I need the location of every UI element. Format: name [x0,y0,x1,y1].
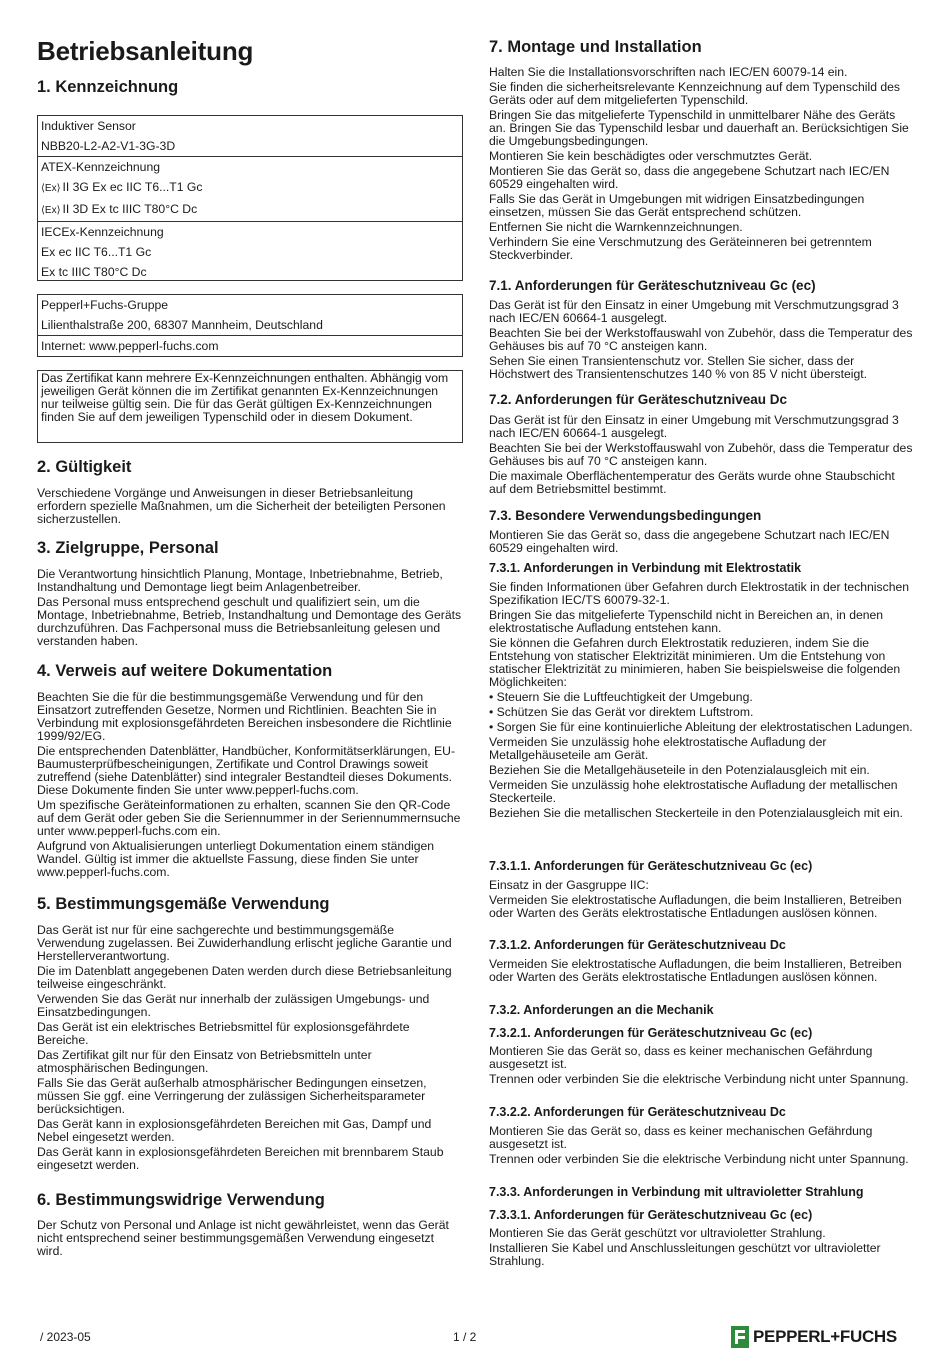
section-7-1-body [489,299,914,383]
marking-line: Ex ec IIC T6...T1 Gc [41,245,152,259]
paragraph: Bringen Sie das mitgelieferte Typenschild nicht in Bereichen an, in denen elektrostatische Aufladung entstehen kann. [489,608,884,635]
paragraph: Vermeiden Sie elektrostatische Aufladungen, die beim Installieren, Betreiben oder Warten des Geräts elektrostatische Entladungen auslösen können. [489,893,902,920]
section-7-body [489,66,914,264]
section-7-1-heading: 7.1. Anforderungen für Geräteschutzniveau Gc (ec) [489,278,816,293]
paragraph: Sehen Sie einen Transientenschutz vor. Stellen Sie sicher, dass der Höchstwert des Transientenschutzes 140 % von 85 V nicht übersteigt. [489,354,868,381]
paragraph: Das Gerät ist nur für eine sachgerechte und bestimmungsgemäße Verwendung zugelassen. Bei Zuwiderhandlung erlischt jegliche Garantie und Herstellerverantwortung. [37,923,452,963]
atex-gas-line: ⟨Ex⟩ II 3G Ex ec IIC T6...T1 Gc [38,177,462,199]
paragraph: Bringen Sie das mitgelieferte Typenschild in unmittelbarer Nähe des Geräts an. Bringen Sie das Typenschild lesbar und dauerhaft an. Berücksichtigen Sie die Umgebungsbedingungen. [489,108,909,148]
paragraph: Beziehen Sie die metallischen Steckerteile in den Potenzialausgleich mit ein. [489,806,903,820]
paragraph: Beziehen Sie die Metallgehäuseteile in den Potenzialausgleich mit ein. [489,763,870,777]
section-1-heading: 1. Kennzeichnung [37,78,179,96]
bullet-item: • Sorgen Sie für eine kontinuierliche Ableitung der elektrostatischen Ladungen. [489,720,913,734]
paragraph: Die Verantwortung hinsichtlich Planung, Montage, Inbetriebnahme, Betrieb, Instandhaltung und Demontage liegt beim Anlagenbetreiber. [37,567,443,594]
paragraph: Aufgrund von Aktualisierungen unterliegt Dokumentation einem ständigen Wandel. Gültig ist immer die aktuellste Fassung, diese finden Sie unter www.pepperl-fuchs.com. [37,839,435,879]
paragraph: Montieren Sie das Gerät geschützt vor ultravioletter Strahlung. [489,1226,826,1240]
section-2-body [37,487,463,528]
section-7-3-1-2-body [489,958,914,986]
paragraph: Sie finden die sicherheitsrelevante Kennzeichnung auf dem Typenschild des Geräts oder auf dem mitgelieferten Typenschild. [489,80,901,107]
section-7-3-1-1-heading: 7.3.1.1. Anforderungen für Geräteschutzniveau Gc (ec) [489,859,813,873]
page-title: Betriebsanleitung [37,36,254,66]
section-7-3-body [489,529,914,557]
marking-line: ATEX-Kennzeichnung [38,156,462,177]
marking-line: Ex tc IIIC T80°C Dc [41,265,147,279]
section-3-heading: 3. Zielgruppe, Personal [37,539,219,557]
paragraph: Einsatz in der Gasgruppe IIC: [489,878,649,892]
paragraph: Vermeiden Sie unzulässig hohe elektrostatische Aufladung der metallischen Steckerteile. [489,778,898,805]
section-4-heading: 4. Verweis auf weitere Dokumentation [37,662,333,680]
paragraph: Das Gerät kann in explosionsgefährdeten Bereichen mit Gas, Dampf und Nebel eingesetzt werden. [37,1117,432,1144]
marking-box [37,115,463,281]
bullet-item: • Steuern Sie die Luftfeuchtigkeit der Umgebung. [489,690,753,704]
section-7-3-2-2-body [489,1125,914,1168]
paragraph: Trennen oder verbinden Sie die elektrische Verbindung nicht unter Spannung. [489,1152,909,1166]
paragraph: Falls Sie das Gerät in Umgebungen mit widrigen Einsatzbedingungen einsetzen, müssen Sie das Gerät entsprechend schützen. [489,192,865,219]
paragraph: Beachten Sie bei der Werkstoffauswahl von Zubehör, dass die Temperatur des Gehäuses bis auf 70 °C ansteigen kann. [489,441,913,468]
section-7-3-1-1-body [489,879,914,922]
paragraph: Verhindern Sie eine Verschmutzung des Geräteinneren bei getrenntem Steckverbinder. [489,235,872,262]
paragraph: Entfernen Sie nicht die Warnkennzeichnungen. [489,220,743,234]
paragraph: Vermeiden Sie elektrostatische Aufladungen, die beim Installieren, Betreiben oder Warten des Geräts elektrostatische Entladungen auslösen können. [489,957,902,984]
certificate-note: Das Zertifikat kann mehrere Ex-Kennzeichnungen enthalten. Abhängig vom jeweiligen Gerät können die im Zertifikat genannten Ex-Kennzeichnungen nur teilweise gültig sein. Die für das Gerät gültigen Ex-Kennzeichnungen finden Sie auf dem jeweiligen Typenschild oder in diesem Dokument. [37,370,463,443]
section-6-body [37,1219,463,1260]
paragraph: Beachten Sie bei der Werkstoffauswahl von Zubehör, dass die Temperatur des Gehäuses bis auf 70 °C ansteigen kann. [489,326,913,353]
marking-line: IECEx-Kennzeichnung [38,221,462,242]
paragraph: Trennen oder verbinden Sie die elektrische Verbindung nicht unter Spannung. [489,1072,909,1086]
paragraph: Beachten Sie die für die bestimmungsgemäße Verwendung und für den Einsatzort zutreffenden Gesetze, Normen und Richtlinien. Beachten Sie in Verbindung mit explosionsgefährdeten Bereichen insbesondere die Richtlinie 1999/92/EG. [37,690,452,743]
paragraph: Sie können die Gefahren durch Elektrostatik reduzieren, indem Sie die Entstehung von statischer Elektrizität minimieren. Um die Entstehung von statischer Elektrizität zu minimieren, haben Sie beispielsweise die folgenden Möglichkeiten: [489,636,901,689]
section-7-3-2-heading: 7.3.2. Anforderungen an die Mechanik [489,1003,714,1017]
manufacturer-address: Lilienthalstraße 200, 68307 Mannheim, Deutschland [41,318,323,332]
ex-icon: ⟨Ex⟩ [41,183,61,194]
paragraph: Das Gerät kann in explosionsgefährdeten Bereichen mit brennbarem Staub eingesetzt werden. [37,1145,444,1172]
section-7-3-3-1-heading: 7.3.3.1. Anforderungen für Geräteschutzniveau Gc (ec) [489,1208,813,1222]
section-2-heading: 2. Gültigkeit [37,458,132,476]
paragraph: Montieren Sie das Gerät so, dass die angegebene Schutzart nach IEC/EN 60529 eingehalten wird. [489,164,890,191]
section-3-body [37,568,463,650]
paragraph: Montieren Sie das Gerät so, dass es keiner mechanischen Gefährdung ausgesetzt ist. [489,1124,873,1151]
section-5-body [37,924,463,1174]
paragraph: Halten Sie die Installationsvorschriften nach IEC/EN 60079-14 ein. [489,65,848,79]
paragraph: Die entsprechenden Datenblätter, Handbücher, Konformitätserklärungen, EU-Baumusterprüfbescheinigungen, Zertifikate und Control Drawings soweit zutreffend (siehe Datenblätter) sind integraler Bestandteil dieses Dokuments. Diese Dokumente finden Sie unter www.pepperl-fuchs.com. [37,744,456,797]
manufacturer-website: Internet: www.pepperl-fuchs.com [38,335,462,356]
paragraph: Die maximale Oberflächentemperatur des Geräts wurde ohne Staubschicht auf dem Betriebsmittel bestimmt. [489,469,895,496]
section-7-3-2-2-heading: 7.3.2.2. Anforderungen für Geräteschutzniveau Dc [489,1105,786,1119]
section-6-heading: 6. Bestimmungswidrige Verwendung [37,1191,325,1209]
footer-date: / 2023-05 [40,1330,91,1344]
paragraph: Der Schutz von Personal und Anlage ist nicht gewährleistet, wenn das Gerät nicht entsprechend seiner bestimmungsgemäßen Verwendung eingesetzt wird. [37,1218,449,1258]
section-5-heading: 5. Bestimmungsgemäße Verwendung [37,895,330,913]
paragraph: Montieren Sie das Gerät so, dass es keiner mechanischen Gefährdung ausgesetzt ist. [489,1044,873,1071]
paragraph: Verschiedene Vorgänge und Anweisungen in dieser Betriebsanleitung erfordern spezielle Maßnahmen, um die Sicherheit der beteiligten Personen sicherzustellen. [37,486,446,526]
ex-icon: ⟨Ex⟩ [41,205,61,216]
paragraph: Das Gerät ist für den Einsatz in einer Umgebung mit Verschmutzungsgrad 3 nach IEC/EN 60664-1 ausgelegt. [489,413,899,440]
paragraph: Sie finden Informationen über Gefahren durch Elektrostatik in der technischen Spezifikation IEC/TS 60079-32-1. [489,580,910,607]
section-7-3-1-body [489,581,914,822]
paragraph: Das Gerät ist ein elektrisches Betriebsmittel für explosionsgefährdete Bereiche. [37,1020,410,1047]
section-7-3-2-1-body [489,1045,914,1088]
paragraph: Das Gerät ist für den Einsatz in einer Umgebung mit Verschmutzungsgrad 3 nach IEC/EN 60664-1 ausgelegt. [489,298,899,325]
paragraph: Installieren Sie Kabel und Anschlussleitungen geschützt vor ultravioletter Strahlung. [489,1241,881,1268]
paragraph: Montieren Sie kein beschädigtes oder verschmutztes Gerät. [489,149,813,163]
logo-icon [731,1326,749,1348]
paragraph: Um spezifische Geräteinformationen zu erhalten, scannen Sie den QR-Code auf dem Gerät oder geben Sie die Seriennummer in der Seriennummernsuche unter www.pepperl-fuchs.com ein. [37,798,461,838]
paragraph: Verwenden Sie das Gerät nur innerhalb der zulässigen Umgebungs- und Einsatzbedingungen. [37,992,430,1019]
logo-text: PEPPERL+FUCHS [753,1327,897,1346]
section-7-2-heading: 7.2. Anforderungen für Geräteschutzniveau Dc [489,392,788,407]
paragraph: Die im Datenblatt angegebenen Daten werden durch diese Betriebsanleitung teilweise eingeschränkt. [37,964,452,991]
section-7-3-1-heading: 7.3.1. Anforderungen in Verbindung mit Elektrostatik [489,561,802,575]
marking-line: Induktiver Sensor [41,119,136,133]
manufacturer-box [37,294,463,357]
section-7-heading: 7. Montage und Installation [489,38,702,56]
section-7-3-heading: 7.3. Besondere Verwendungsbedingungen [489,508,762,523]
section-4-body [37,691,463,881]
section-7-2-body [489,414,914,498]
paragraph: Vermeiden Sie unzulässig hohe elektrostatische Aufladung der Metallgehäuseteile am Gerät. [489,735,827,762]
atex-dust-line: ⟨Ex⟩ II 3D Ex tc IIIC T80°C Dc [38,199,462,221]
section-7-3-2-1-heading: 7.3.2.1. Anforderungen für Geräteschutzniveau Gc (ec) [489,1026,813,1040]
paragraph: Falls Sie das Gerät außerhalb atmosphärischer Bedingungen einsetzen, müssen Sie ggf. eine Verringerung der zulässigen Sicherheitsparameter berücksichtigen. [37,1076,427,1116]
section-7-3-3-heading: 7.3.3. Anforderungen in Verbindung mit ultravioletter Strahlung [489,1185,864,1199]
paragraph: Montieren Sie das Gerät so, dass die angegebene Schutzart nach IEC/EN 60529 eingehalten wird. [489,528,890,555]
section-7-3-3-1-body [489,1227,914,1270]
section-7-3-1-2-heading: 7.3.1.2. Anforderungen für Geräteschutzniveau Dc [489,938,786,952]
paragraph: Das Personal muss entsprechend geschult und qualifiziert sein, um die Montage, Inbetriebnahme, Betrieb, Instandhaltung und Demontage des Geräts durchzuführen. Das Fachpersonal muss die Betriebsanleitung gelesen und verstanden haben. [37,595,462,648]
brand-logo [731,1326,897,1348]
marking-line: NBB20-L2-A2-V1-3G-3D [41,139,176,153]
page-number: 1 / 2 [453,1330,477,1344]
manufacturer-name: Pepperl+Fuchs-Gruppe [41,298,169,312]
bullet-item: • Schützen Sie das Gerät vor direktem Luftstrom. [489,705,754,719]
paragraph: Das Zertifikat gilt nur für den Einsatz von Betriebsmitteln unter atmosphärischen Bedingungen. [37,1048,372,1075]
